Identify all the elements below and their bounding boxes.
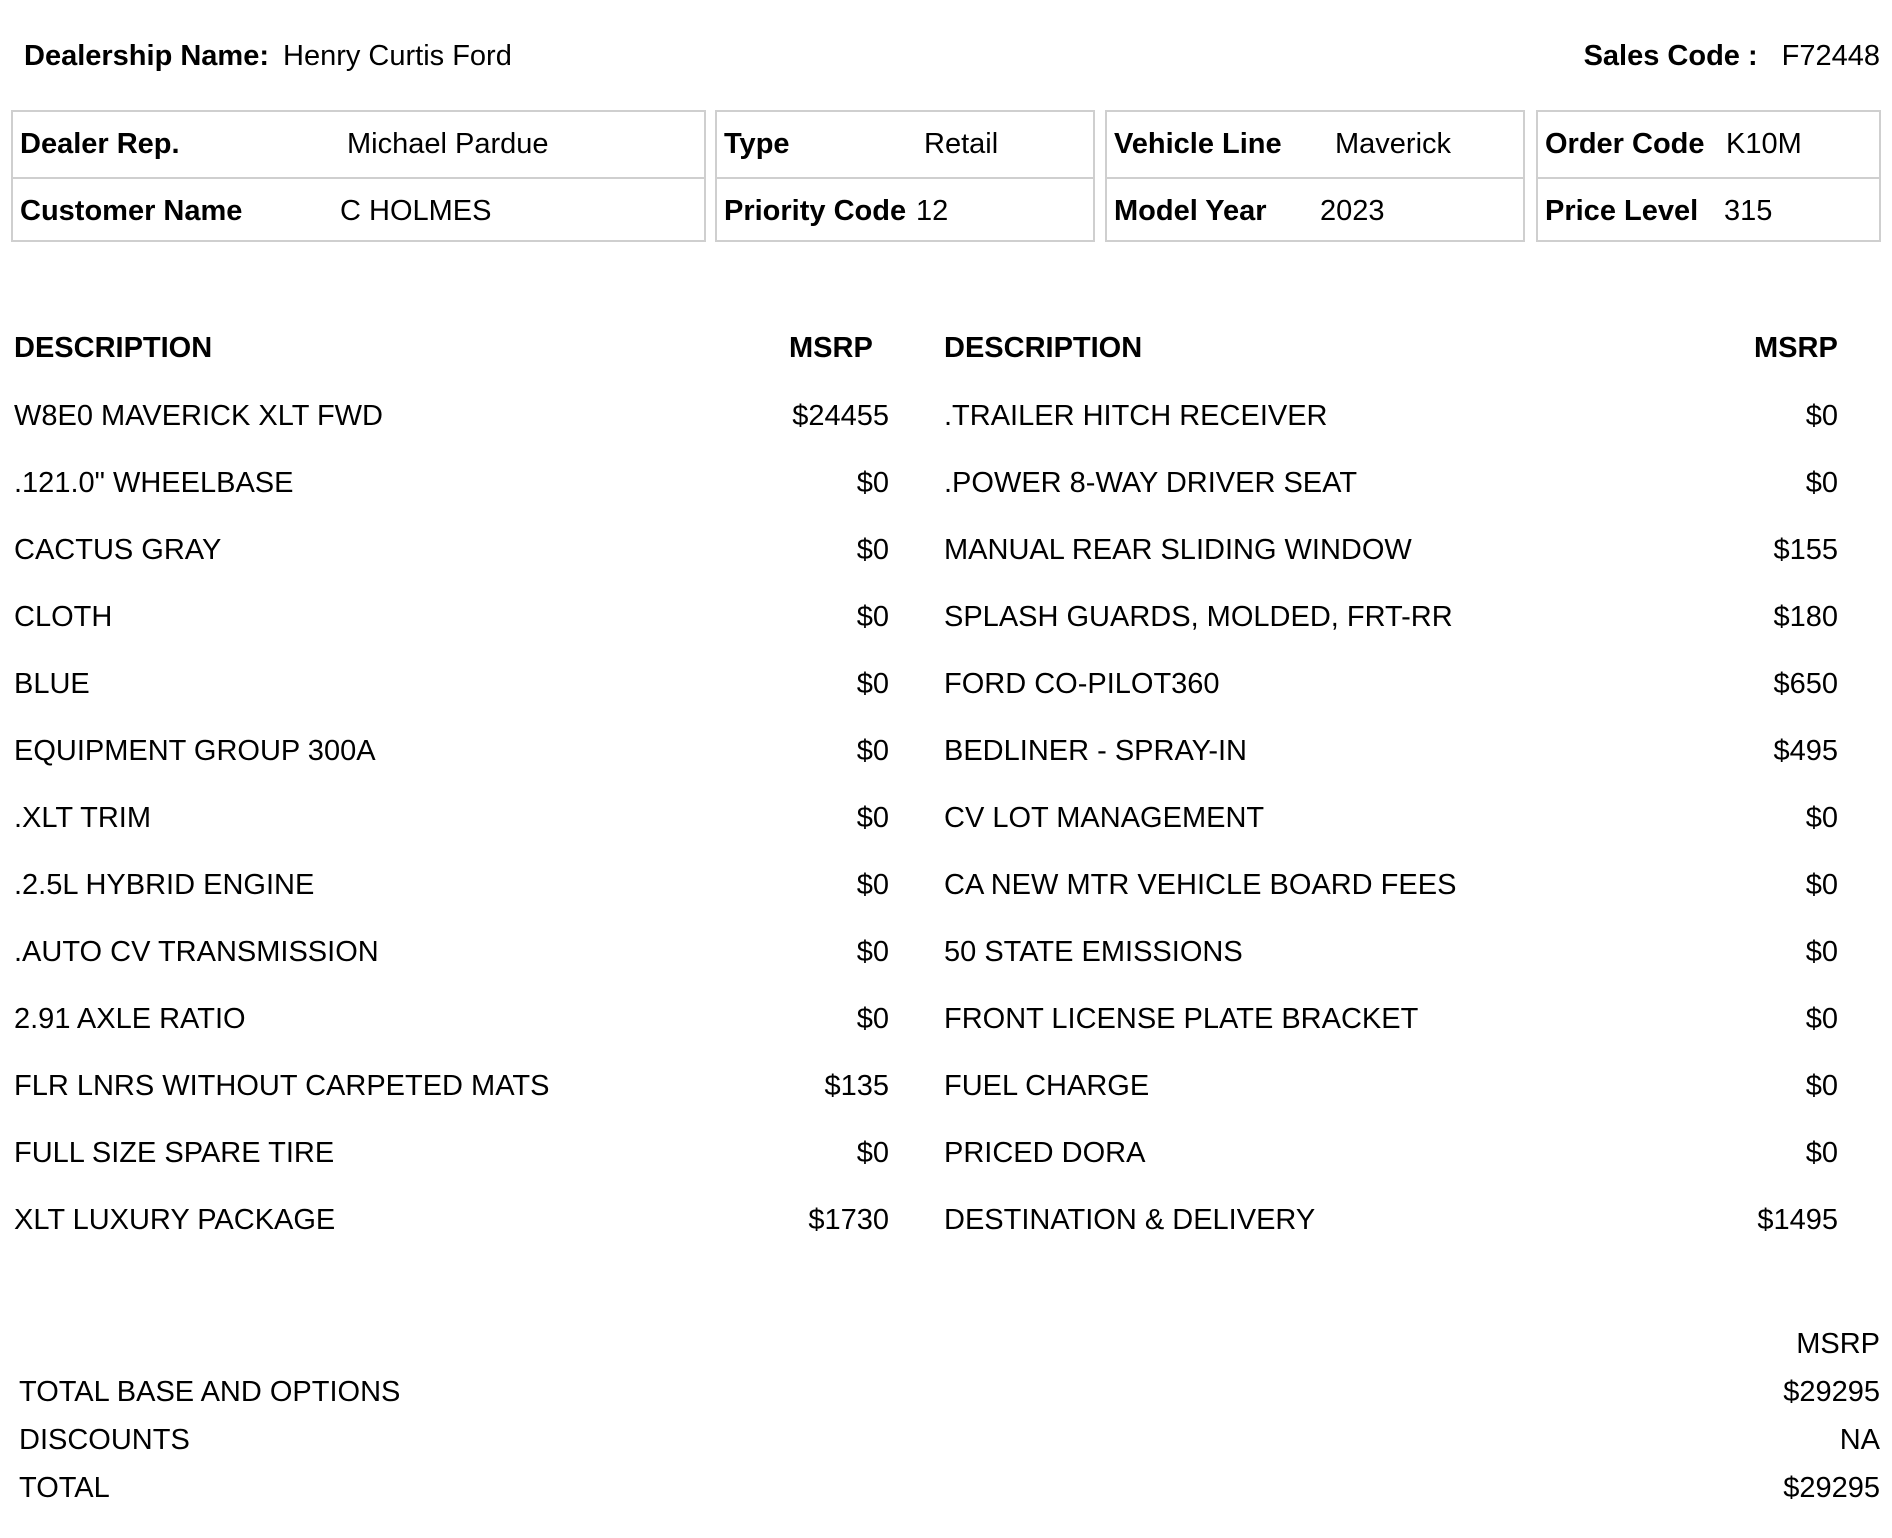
option-msrp: $0 [856, 467, 889, 499]
option-msrp: $24455 [792, 400, 889, 432]
option-row [14, 1133, 889, 1200]
totals-msrp-header: MSRP [1796, 1328, 1880, 1360]
option-msrp: $0 [856, 936, 889, 968]
info-row-dealer-rep [13, 112, 704, 179]
total-label: DISCOUNTS [19, 1424, 190, 1456]
option-row [14, 463, 889, 530]
option-row [944, 463, 1838, 530]
option-msrp: $0 [856, 735, 889, 767]
customer-name-label: Customer Name [20, 195, 243, 227]
right-options-list [944, 396, 1838, 1267]
info-row-customer-name [13, 179, 704, 244]
type-value: Retail [924, 128, 999, 160]
option-row [944, 1133, 1838, 1200]
option-msrp: $0 [856, 534, 889, 566]
total-label: TOTAL [19, 1472, 110, 1504]
dealer-rep-value: Michael Pardue [347, 128, 549, 160]
option-msrp: $0 [1805, 400, 1838, 432]
dealer-rep-label: Dealer Rep. [20, 128, 180, 160]
model-year-value: 2023 [1320, 195, 1385, 227]
option-description: CACTUS GRAY [14, 534, 222, 566]
option-row [944, 731, 1838, 798]
option-msrp: $0 [1805, 936, 1838, 968]
option-msrp: $155 [1773, 534, 1838, 566]
right-msrp-header: MSRP [1754, 332, 1838, 364]
total-row-base-options [19, 1372, 1880, 1420]
vehicle-line-value: Maverick [1335, 128, 1452, 160]
info-box-type [715, 110, 1095, 242]
option-description: .POWER 8-WAY DRIVER SEAT [944, 467, 1358, 499]
option-msrp: $495 [1773, 735, 1838, 767]
option-description: 2.91 AXLE RATIO [14, 1003, 246, 1035]
order-code-label: Order Code [1545, 128, 1705, 160]
option-row [944, 530, 1838, 597]
sales-code-label: Sales Code : [1583, 40, 1758, 72]
option-msrp: $0 [1805, 1003, 1838, 1035]
info-row-model-year [1107, 179, 1523, 244]
option-description: .TRAILER HITCH RECEIVER [944, 400, 1328, 432]
option-description: FLR LNRS WITHOUT CARPETED MATS [14, 1070, 550, 1102]
option-msrp: $0 [856, 601, 889, 633]
option-row [944, 999, 1838, 1066]
option-row [944, 597, 1838, 664]
option-description: FORD CO-PILOT360 [944, 668, 1220, 700]
option-msrp: $135 [824, 1070, 889, 1102]
option-msrp: $0 [856, 1003, 889, 1035]
option-row [944, 1200, 1838, 1267]
option-msrp: $0 [856, 869, 889, 901]
option-row [14, 664, 889, 731]
option-msrp: $1495 [1757, 1204, 1838, 1236]
option-msrp: $650 [1773, 668, 1838, 700]
option-msrp: $1730 [808, 1204, 889, 1236]
option-description: XLT LUXURY PACKAGE [14, 1204, 336, 1236]
option-description: PRICED DORA [944, 1137, 1146, 1169]
total-value: NA [1839, 1424, 1880, 1456]
option-description: DESTINATION & DELIVERY [944, 1204, 1316, 1236]
sales-code-value: F72448 [1781, 40, 1880, 72]
option-row [14, 1200, 889, 1267]
info-box-dealer [11, 110, 706, 242]
option-description: CLOTH [14, 601, 113, 633]
type-label: Type [724, 128, 790, 160]
option-msrp: $0 [1805, 802, 1838, 834]
option-msrp: $0 [856, 802, 889, 834]
option-description: BLUE [14, 668, 90, 700]
info-box-order [1536, 110, 1881, 242]
left-msrp-header: MSRP [789, 332, 873, 364]
option-row [14, 798, 889, 865]
option-msrp: $180 [1773, 601, 1838, 633]
option-description: EQUIPMENT GROUP 300A [14, 735, 376, 767]
option-description: FULL SIZE SPARE TIRE [14, 1137, 335, 1169]
info-row-type [717, 112, 1093, 179]
option-row [944, 865, 1838, 932]
total-row-discounts [19, 1420, 1880, 1468]
option-msrp: $0 [1805, 1070, 1838, 1102]
option-msrp: $0 [1805, 1137, 1838, 1169]
total-row-total [19, 1468, 1880, 1516]
option-description: FUEL CHARGE [944, 1070, 1150, 1102]
priority-code-value: 12 [916, 195, 949, 227]
option-row [944, 932, 1838, 999]
option-row [14, 731, 889, 798]
price-level-label: Price Level [1545, 195, 1699, 227]
option-row [14, 530, 889, 597]
option-row [14, 1066, 889, 1133]
option-description: W8E0 MAVERICK XLT FWD [14, 400, 383, 432]
total-value: $29295 [1783, 1376, 1880, 1408]
dealership-name-value: Henry Curtis Ford [283, 40, 512, 72]
option-msrp: $0 [1805, 869, 1838, 901]
sales-code [1584, 36, 1880, 76]
info-row-vehicle-line [1107, 112, 1523, 179]
price-level-value: 315 [1724, 195, 1773, 227]
model-year-label: Model Year [1114, 195, 1267, 227]
option-row [14, 597, 889, 664]
order-code-value: K10M [1726, 128, 1802, 160]
option-row [14, 999, 889, 1066]
option-row [14, 396, 889, 463]
option-description: .XLT TRIM [14, 802, 151, 834]
info-row-price-level [1538, 179, 1879, 244]
info-row-order-code [1538, 112, 1879, 179]
dealership-name [24, 36, 512, 76]
option-description: 50 STATE EMISSIONS [944, 936, 1243, 968]
option-description: SPLASH GUARDS, MOLDED, FRT-RR [944, 601, 1453, 633]
right-description-header: DESCRIPTION [944, 332, 1143, 364]
option-row [14, 865, 889, 932]
option-description: MANUAL REAR SLIDING WINDOW [944, 534, 1412, 566]
option-description: CA NEW MTR VEHICLE BOARD FEES [944, 869, 1457, 901]
option-msrp: $0 [856, 1137, 889, 1169]
total-value: $29295 [1783, 1472, 1880, 1504]
option-description: BEDLINER - SPRAY-IN [944, 735, 1247, 767]
option-row [944, 1066, 1838, 1133]
option-description: .121.0" WHEELBASE [14, 467, 294, 499]
left-options-list [14, 396, 889, 1267]
option-row [944, 396, 1838, 463]
priority-code-label: Priority Code [724, 195, 907, 227]
option-description: .AUTO CV TRANSMISSION [14, 936, 379, 968]
left-description-header: DESCRIPTION [14, 332, 213, 364]
option-row [944, 798, 1838, 865]
option-row [14, 932, 889, 999]
option-description: .2.5L HYBRID ENGINE [14, 869, 315, 901]
dealership-name-label: Dealership Name: [24, 40, 269, 72]
info-row-priority-code [717, 179, 1093, 244]
option-row [944, 664, 1838, 731]
option-description: CV LOT MANAGEMENT [944, 802, 1265, 834]
option-description: FRONT LICENSE PLATE BRACKET [944, 1003, 1419, 1035]
customer-name-value: C HOLMES [340, 195, 492, 227]
total-label: TOTAL BASE AND OPTIONS [19, 1376, 401, 1408]
info-box-vehicle [1105, 110, 1525, 242]
vehicle-line-label: Vehicle Line [1114, 128, 1282, 160]
option-msrp: $0 [1805, 467, 1838, 499]
option-msrp: $0 [856, 668, 889, 700]
